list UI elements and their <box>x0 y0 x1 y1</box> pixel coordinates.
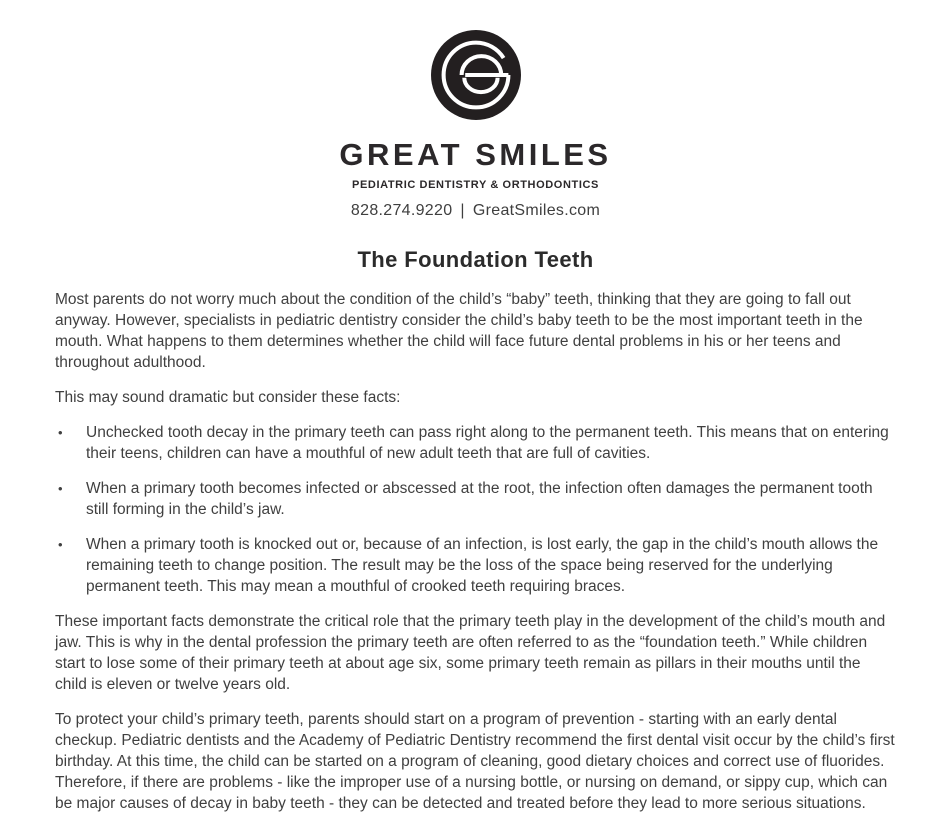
list-item-text: When a primary tooth is knocked out or, because of an infection, is lost early, the gap in the child’s mouth allows the remaining teeth to change position. The result may be the loss of the space being reserved for the underlying permanent teeth. This may mean a mouthful of crooked teeth requiring braces. <box>86 536 879 595</box>
website-url: GreatSmiles.com <box>472 202 601 219</box>
letterhead <box>55 30 896 220</box>
bullet-icon: • <box>58 425 63 440</box>
list-item-text: When a primary tooth becomes infected or abscessed at the root, the infection often damages the permanent tooth still forming in the child’s jaw. <box>86 480 873 518</box>
intro-paragraph: Most parents do not worry much about the condition of the child’s “baby” teeth, thinking that they are going to fall out anyway. However, specialists in pediatric dentistry consider the child’s baby teeth to be the most important teeth in the mouth. What happens to them determines whether the child will face future dental problems in his or her teens and throughout adulthood. <box>55 291 863 371</box>
gs-monogram-icon <box>431 30 521 120</box>
phone-number: 828.274.9220 <box>350 202 453 219</box>
facts-lead-in: This may sound dramatic but consider these facts: <box>55 389 401 406</box>
brand-name: GREAT SMILES <box>339 137 612 172</box>
document-body <box>55 289 896 814</box>
list-item-text: Unchecked tooth decay in the primary teeth can pass right along to the permanent teeth. This means that on entering their teens, children can have a mouthful of new adult teeth that are full of cavities. <box>86 424 889 462</box>
facts-list <box>55 422 896 597</box>
contact-separator: | <box>460 202 465 219</box>
prevention-paragraph: To protect your child’s primary teeth, parents should start on a program of prevention - starting with an early dental checkup. Pediatric dentists and the Academy of Pediatric Dentistry recommend the first dental visit occur by the child’s first birthday. At this time, the child can be started on a program of cleaning, good dietary choices and correct use of fluorides. Therefore, if there are problems - like the improper use of a nursing bottle, or nursing on demand, or sippy cup, which can be major causes of decay in baby teeth - they can be detected and treated before they lead to more serious situations. <box>55 711 895 812</box>
brand-tagline: PEDIATRIC DENTISTRY & ORTHODONTICS <box>352 179 599 191</box>
contact-line <box>55 201 896 220</box>
page-title: The Foundation Teeth <box>357 247 594 272</box>
bullet-icon: • <box>58 481 63 496</box>
list-item <box>55 478 896 520</box>
list-item <box>55 422 896 464</box>
summary-paragraph: These important facts demonstrate the critical role that the primary teeth play in the development of the child’s mouth and jaw. This is why in the dental profession the primary teeth are often referred to as the “foundation teeth.” While children start to lose some of their primary teeth at about age six, some primary teeth remain as pillars in their mouths until the child is eleven or twelve years old. <box>55 613 886 693</box>
great-smiles-logo <box>431 30 521 120</box>
bullet-icon: • <box>58 537 63 552</box>
list-item <box>55 534 896 597</box>
